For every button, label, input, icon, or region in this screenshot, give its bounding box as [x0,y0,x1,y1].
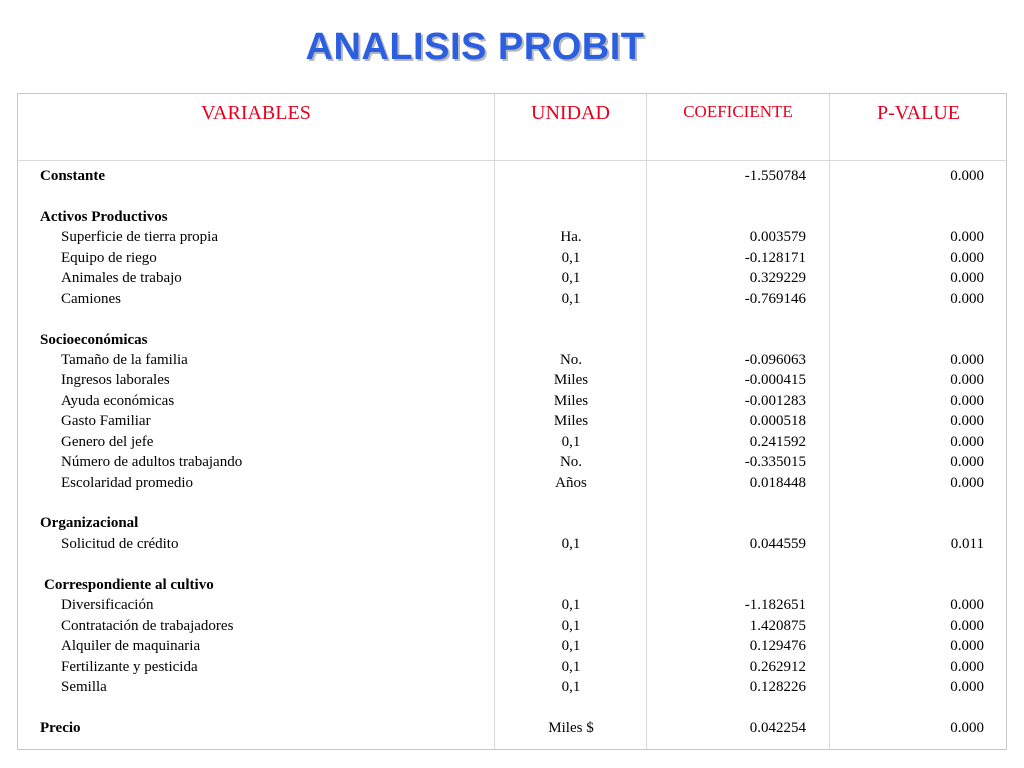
row-unidad: 0,1 [561,270,581,287]
table-row [18,595,1006,615]
table-body [18,166,1006,738]
row-label: Genero del jefe [61,433,154,450]
table-row [18,636,1006,656]
row-label: Semilla [61,678,107,695]
row-coeficiente: -0.335015 [744,454,806,471]
table-row [18,330,1006,350]
row-label: Activos Productivos [40,208,168,225]
table-row [18,227,1006,247]
row-label: Animales de trabajo [61,270,182,287]
table-row [18,186,1006,206]
table-row [18,309,1006,329]
row-pvalue: 0.000 [950,597,984,614]
row-unidad: No. [559,351,583,368]
table-row [18,411,1006,431]
row-coeficiente: 0.329229 [749,270,806,287]
row-label: Correspondiente al cultivo [44,576,214,593]
table-row [18,616,1006,636]
header-pvalue: P-VALUE [877,102,960,124]
page-title: ANALISIS PROBIT [305,26,645,68]
row-label: Alquiler de maquinaria [61,638,201,655]
row-pvalue: 0.000 [950,413,984,430]
row-coeficiente: 0.003579 [749,229,806,246]
row-label: Constante [40,168,106,184]
table-row [18,350,1006,370]
table-row [18,391,1006,411]
row-coeficiente: 0.000518 [749,413,806,430]
row-unidad: 0,1 [561,658,581,675]
table-row [18,452,1006,472]
row-pvalue: 0.011 [950,535,984,552]
row-label: Escolaridad promedio [61,474,194,491]
row-label: Socioeconómicas [40,331,148,348]
row-unidad: 0,1 [561,535,581,552]
row-label: Equipo de riego [61,249,157,266]
row-coeficiente: 0.129476 [749,638,806,655]
row-unidad: 0,1 [561,617,581,634]
row-pvalue: 0.000 [950,719,984,736]
row-label: Ingresos laborales [61,372,170,389]
row-pvalue: 0.000 [950,249,984,266]
header-coeficiente: COEFICIENTE [683,102,793,121]
row-label: Camiones [61,290,121,307]
row-unidad: Miles [553,413,589,430]
row-coeficiente: -0.096063 [744,351,806,368]
row-coeficiente: -0.000415 [744,372,806,389]
row-label: Diversificación [61,597,154,614]
row-label: Solicitud de crédito [61,535,179,552]
table-row [18,248,1006,268]
row-coeficiente: 0.044559 [749,535,806,552]
row-label: Ayuda económicas [61,392,175,409]
row-pvalue: 0.000 [950,433,984,450]
table-row [18,432,1006,452]
row-coeficiente: 0.241592 [749,433,806,450]
row-label: Organizacional [40,515,139,532]
row-pvalue: 0.000 [950,290,984,307]
table-row [18,268,1006,288]
row-unidad: 0,1 [561,638,581,655]
row-label: Tamaño de la familia [61,351,188,368]
row-coeficiente: -0.128171 [744,249,806,266]
row-coeficiente: 0.042254 [749,719,806,736]
row-unidad: Miles [553,392,589,409]
table-row [18,166,1006,186]
table-row [18,534,1006,554]
table-row [18,493,1006,513]
row-pvalue: 0.000 [950,372,984,389]
table-row [18,554,1006,574]
row-pvalue: 0.000 [950,678,984,695]
row-unidad: No. [559,454,583,471]
row-label: Fertilizante y pesticida [61,658,198,675]
row-unidad: Miles [553,372,589,389]
row-pvalue: 0.000 [950,617,984,634]
row-unidad: 0,1 [561,678,581,695]
row-unidad: 0,1 [561,433,581,450]
header-variables: VARIABLES [201,102,311,124]
row-label: Número de adultos trabajando [61,454,243,471]
row-pvalue: 0.000 [950,392,984,409]
row-unidad: 0,1 [561,249,581,266]
row-unidad: 0,1 [561,597,581,614]
table-row [18,513,1006,533]
row-coeficiente: -0.769146 [744,290,806,307]
row-label: Contratación de trabajadores [61,617,234,634]
table-row [18,370,1006,390]
table-row [18,575,1006,595]
row-pvalue: 0.000 [950,229,984,246]
row-unidad: 0,1 [561,290,581,307]
row-pvalue: 0.000 [950,168,984,184]
table-row [18,677,1006,697]
row-pvalue: 0.000 [950,638,984,655]
row-label: Precio [40,719,81,736]
row-label: Gasto Familiar [61,413,151,430]
row-pvalue: 0.000 [950,658,984,675]
row-pvalue: 0.000 [950,474,984,491]
table-row [18,718,1006,738]
table-row [18,697,1006,717]
table-row [18,657,1006,677]
row-pvalue: 0.000 [950,270,984,287]
table-row [18,207,1006,227]
row-label: Superficie de tierra propia [61,229,219,246]
table-row [18,289,1006,309]
row-coeficiente: 0.018448 [749,474,806,491]
row-coeficiente: -0.001283 [744,392,806,409]
row-pvalue: 0.000 [950,454,984,471]
header-divider [18,160,1006,161]
row-unidad: Ha. [560,229,582,246]
row-pvalue: 0.000 [950,351,984,368]
table-row [18,473,1006,493]
row-coeficiente: -1.550784 [744,168,806,184]
row-unidad: Años [555,474,587,491]
row-coeficiente: -1.182651 [744,597,806,614]
probit-table [17,93,1007,750]
row-unidad: Miles $ [548,719,594,736]
row-coeficiente: 0.262912 [749,658,806,675]
header-unidad: UNIDAD [531,102,610,124]
row-coeficiente: 0.128226 [749,678,806,695]
row-coeficiente: 1.420875 [749,617,806,634]
